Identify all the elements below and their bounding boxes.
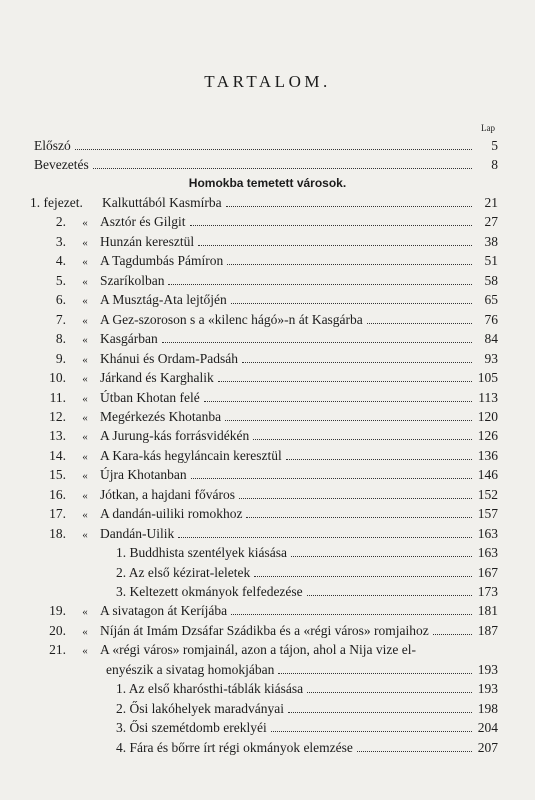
subsection-title: 4. Fára és bőrre írt régi okmányok elemzése [116,739,353,755]
chapter-title: Asztór és Gilgit [100,214,186,230]
toc-page-number: 51 [484,253,498,269]
toc-page-number: 181 [477,603,498,619]
toc-page-number: 193 [477,661,498,677]
toc-entry [28,446,498,465]
toc-page-number: 113 [478,389,498,405]
dot-leader [93,157,472,169]
chapter-number: 19. [49,603,66,619]
chapter-title: A Kara-kás hegyláncain keresztül [100,447,282,463]
toc-entry [116,582,498,601]
chapter-number: 2. [55,214,66,230]
toc-entry [28,193,498,212]
ditto-mark: « [82,528,88,541]
toc-entry [28,271,498,290]
ditto-mark: « [82,295,88,308]
toc-page-number: 58 [484,272,498,288]
dot-leader [291,545,472,557]
chapter-number: 13. [49,428,66,444]
chapter-title: A «régi város» romjainál, azon a tájon, ahol a Nija vize el- [100,642,417,658]
chapter-number: 16. [49,486,66,502]
ditto-mark: « [82,509,88,522]
chapter-number: 21. [49,642,66,658]
ditto-mark: « [82,625,88,638]
dot-leader [242,351,472,363]
toc-entry-title: Előszó [34,138,71,153]
toc-page-number: 105 [477,370,498,386]
toc-entry [28,524,498,543]
dot-leader [254,565,472,577]
toc-page-number: 65 [484,292,498,308]
ditto-mark: « [82,645,88,658]
dot-leader [307,584,472,596]
ditto-mark: « [82,392,88,405]
subsection-title: 3. Keltezett okmányok felfedezése [116,584,303,599]
chapter-title: A Gez-szoroson s a «kilenc hágó»-n át Kasgárba [100,311,363,327]
toc-page-number: 8 [491,157,498,172]
dot-leader [227,253,472,265]
dot-leader [253,428,472,440]
chapter-number: 3. [55,233,66,249]
toc-page-number: 21 [484,195,498,210]
chapter-number: 9. [55,350,66,366]
toc-entry [116,738,498,757]
toc-entry [34,136,498,155]
toc-page-number: 163 [477,525,498,541]
toc-entry [28,426,498,445]
chapter-number: 5. [55,272,66,288]
toc-page-number: 27 [484,214,498,230]
chapter-number: 18. [49,525,66,541]
dot-leader [231,292,472,304]
dot-leader [162,331,472,343]
toc-page-number: 207 [477,739,498,755]
dot-leader [168,273,472,285]
dot-leader [190,214,473,226]
chapter-number: 15. [49,467,66,483]
chapter-title: Níján át Imám Dzsáfar Szádikba és a «régi város» romjaihoz [100,622,429,638]
ditto-mark: « [82,489,88,502]
chapter-title: A Jurung-kás forrásvidékén [100,428,250,444]
chapter-title: A Tagdumbás Pámíron [100,253,224,269]
chapter-title: Kasgárban [100,331,158,347]
ditto-mark: « [82,431,88,444]
toc-entry [28,232,498,251]
dot-leader [225,409,472,421]
chapter-number: 14. [49,447,66,463]
chapter-number: 7. [55,311,66,327]
dot-leader [218,370,472,382]
ditto-mark: « [82,236,88,249]
toc-page-number: 38 [484,233,498,249]
ditto-mark: « [82,606,88,619]
toc-page-number: 126 [477,428,498,444]
toc-entry [28,212,498,231]
chapter-title: Útban Khotan felé [100,389,200,405]
dot-leader [286,448,472,460]
toc-page-number: 136 [477,447,498,463]
subsection-title: 3. Ősi szemétdomb ereklyéi [116,720,267,736]
dot-leader [191,467,472,479]
chapter-title: Szaríkolban [100,272,165,288]
dot-leader [288,701,472,713]
dot-leader [226,195,472,207]
chapter-title: A sivatagon át Keríjába [100,603,228,619]
dot-leader [75,138,472,150]
dot-leader [278,662,472,674]
page-title: TARTALOM. [204,72,331,91]
dot-leader [357,740,472,752]
toc-entry [28,290,498,309]
toc-page-number: 204 [477,720,498,736]
ditto-mark: « [82,450,88,463]
ditto-mark: « [82,353,88,366]
ditto-mark: « [82,334,88,347]
dot-leader [231,603,472,615]
chapter-title-continued: enyészik a sivatag homokjában [106,661,275,677]
toc-entry [116,718,498,737]
dot-leader [307,681,472,693]
chapter-number: 6. [55,292,66,308]
toc-entry [28,329,498,348]
chapter-number: 17. [49,506,66,522]
dot-leader [178,526,472,538]
chapter-number: 20. [49,622,66,638]
toc-page-number: 173 [477,584,498,599]
ditto-mark: « [82,373,88,386]
ditto-mark: « [82,256,88,269]
page-column-label: Lap [481,123,495,133]
dot-leader [239,487,472,499]
subsection-title: 1. Buddhista szentélyek kiásása [116,545,287,561]
toc-entry [28,621,498,640]
dot-leader [204,390,472,402]
chapter-title: Újra Khotanban [100,467,187,483]
toc-page-number: 163 [477,545,498,561]
toc-page-number: 120 [477,408,498,424]
toc-entry [116,563,498,582]
toc-entry-title: Bevezetés [34,157,89,172]
toc-entry [106,660,498,679]
subsection-title: 2. Ősi lakóhelyek maradványai [116,700,284,716]
chapter-number: 1. fejezet. [30,195,83,210]
toc-page-number: 167 [477,564,498,580]
toc-page-number: 93 [484,350,498,366]
toc-entry [116,699,498,718]
chapter-title: Hunzán keresztül [100,233,195,249]
toc-entry [28,388,498,407]
chapter-number: 8. [55,331,66,347]
chapter-title: Járkand és Karghalik [100,370,214,386]
toc-entry [28,349,498,368]
toc-entry [34,155,498,174]
ditto-mark: « [82,470,88,483]
chapter-title: Khánui és Ordam-Padsáh [100,350,238,366]
toc-page-number: 146 [477,467,498,483]
dot-leader [198,234,472,246]
toc-entry [28,407,498,426]
toc-page-number: 76 [484,311,498,327]
toc-entry [116,679,498,698]
toc-page-number: 193 [477,681,498,697]
chapter-title: Dandán-Uilik [100,525,175,541]
toc-entry [116,543,498,562]
chapter-number: 10. [49,370,66,386]
dot-leader [367,312,472,324]
toc-page-number: 5 [491,138,498,153]
ditto-mark: « [82,314,88,327]
section-title: Homokba temetett városok. [188,176,347,190]
toc-page-number: 84 [484,331,498,347]
toc-entry [28,465,498,484]
toc-entry [28,640,498,659]
dot-leader [246,506,472,518]
toc-page-number: 152 [477,486,498,502]
toc-entry [28,251,498,270]
toc-page-number: 187 [477,622,498,638]
chapter-number: 4. [55,253,66,269]
ditto-mark: « [82,411,88,424]
chapter-title: Jótkan, a hajdani főváros [100,486,235,502]
dot-leader [433,623,472,635]
toc-entry [28,368,498,387]
toc-entry [28,310,498,329]
chapter-number: 11. [49,389,66,405]
toc-entry [28,485,498,504]
chapter-title: Kalkuttából Kasmírba [102,195,222,210]
chapter-title: A Musztág-Ata lejtőjén [100,292,227,308]
toc-entry [28,504,498,523]
ditto-mark: « [82,275,88,288]
toc-page-number: 157 [477,506,498,522]
toc-page-number: 198 [477,700,498,716]
dot-leader [271,720,472,732]
chapter-title: Megérkezés Khotanba [100,408,222,424]
subsection-title: 1. Az első kharósthi-táblák kiásása [116,681,304,697]
subsection-title: 2. Az első kézirat-leletek [116,564,251,580]
ditto-mark: « [82,217,88,230]
chapter-number: 12. [49,408,66,424]
chapter-title: A dandán-uiliki romokhoz [100,506,243,522]
toc-entry [28,601,498,620]
